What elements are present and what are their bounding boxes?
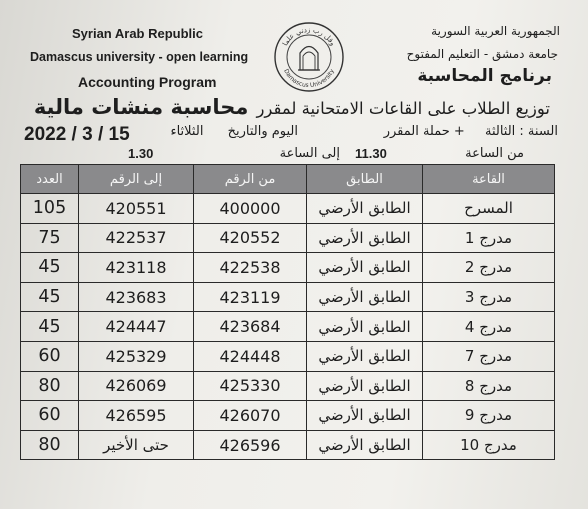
seal-bottom-text: Damascus University <box>282 68 336 90</box>
day-date-label: اليوم والتاريخ <box>227 124 298 139</box>
cell-to-number: 424447 <box>79 312 194 342</box>
cell-hall: مدرج 8 <box>423 371 555 401</box>
cell-count: 60 <box>21 401 79 431</box>
cell-floor: الطابق الأرضي <box>307 312 423 342</box>
header-ar-university: جامعة دمشق - التعليم المفتوح <box>406 47 558 61</box>
from-time-label: من الساعة <box>465 146 524 161</box>
cell-count: 60 <box>21 341 79 371</box>
cell-hall: مدرج 7 <box>423 341 555 371</box>
cell-to-number: 422537 <box>79 223 194 253</box>
table-row <box>21 223 555 253</box>
cell-count: 80 <box>21 430 79 460</box>
exam-date: 2022 / 3 / 15 <box>24 124 130 145</box>
carry-label: + حملة المقرر <box>383 124 465 139</box>
cell-from-number: 424448 <box>194 341 307 371</box>
cell-to-number: 426595 <box>79 401 194 431</box>
header-hall: القاعة <box>423 165 555 194</box>
table-row <box>21 371 555 401</box>
day-date-info <box>170 124 298 139</box>
cell-from-number: 425330 <box>194 371 307 401</box>
cell-floor: الطابق الأرضي <box>307 341 423 371</box>
table-row <box>21 430 555 460</box>
from-time-value: 11.30 <box>355 146 387 161</box>
cell-hall: مدرج 1 <box>423 223 555 253</box>
table-row <box>21 282 555 312</box>
header-floor: الطابق <box>307 165 423 194</box>
cell-from-number: 426596 <box>194 430 307 460</box>
cell-count: 45 <box>21 253 79 283</box>
university-seal-logo <box>272 20 346 94</box>
title-prefix: توزيع الطلاب على القاعات الامتحانية لمقرر <box>256 99 550 118</box>
header-en-program: Accounting Program <box>78 74 217 90</box>
cell-floor: الطابق الأرضي <box>307 371 423 401</box>
cell-floor: الطابق الأرضي <box>307 282 423 312</box>
cell-floor: الطابق الأرضي <box>307 253 423 283</box>
cell-hall: المسرح <box>423 194 555 224</box>
to-time-value: 1.30 <box>128 146 154 161</box>
header-en-country: Syrian Arab Republic <box>72 26 203 41</box>
cell-to-number: 420551 <box>79 194 194 224</box>
cell-count: 80 <box>21 371 79 401</box>
cell-from-number: 423684 <box>194 312 307 342</box>
cell-from-number: 400000 <box>194 194 307 224</box>
cell-to-number: حتى الأخير <box>79 430 194 460</box>
cell-floor: الطابق الأرضي <box>307 430 423 460</box>
cell-hall: مدرج 9 <box>423 401 555 431</box>
cell-to-number: 426069 <box>79 371 194 401</box>
cell-count: 105 <box>21 194 79 224</box>
year-info <box>384 124 558 139</box>
header-from-number: من الرقم <box>194 165 307 194</box>
cell-count: 45 <box>21 282 79 312</box>
seal-top-text: وقل رب زدني علما <box>281 25 337 48</box>
cell-hall: مدرج 2 <box>423 253 555 283</box>
year-label: السنة : الثالثة <box>484 124 558 139</box>
header-count: العدد <box>21 165 79 194</box>
cell-floor: الطابق الأرضي <box>307 194 423 224</box>
cell-to-number: 423683 <box>79 282 194 312</box>
cell-from-number: 426070 <box>194 401 307 431</box>
to-time-label: إلى الساعة <box>279 146 340 161</box>
cell-hall: مدرج 3 <box>423 282 555 312</box>
cell-from-number: 423119 <box>194 282 307 312</box>
cell-count: 75 <box>21 223 79 253</box>
header-en-university: Damascus university - open learning <box>30 50 249 64</box>
cell-from-number: 422538 <box>194 253 307 283</box>
day-value: الثلاثاء <box>170 124 204 139</box>
table-row <box>21 194 555 224</box>
table-row <box>21 253 555 283</box>
header-ar-program: برنامج المحاسبة <box>417 66 552 86</box>
cell-floor: الطابق الأرضي <box>307 401 423 431</box>
table-row <box>21 401 555 431</box>
hall-distribution-table <box>20 164 555 460</box>
table-header-row <box>21 165 555 194</box>
cell-floor: الطابق الأرضي <box>307 223 423 253</box>
subject-name: محاسبة منشات مالية <box>33 95 249 119</box>
cell-hall: مدرج 10 <box>423 430 555 460</box>
cell-to-number: 425329 <box>79 341 194 371</box>
header-to-number: إلى الرقم <box>79 165 194 194</box>
cell-to-number: 423118 <box>79 253 194 283</box>
cell-count: 45 <box>21 312 79 342</box>
page-title <box>34 95 550 119</box>
cell-from-number: 420552 <box>194 223 307 253</box>
table-row <box>21 312 555 342</box>
cell-hall: مدرج 4 <box>423 312 555 342</box>
table-row <box>21 341 555 371</box>
header-ar-country: الجمهورية العربية السورية <box>431 24 560 38</box>
